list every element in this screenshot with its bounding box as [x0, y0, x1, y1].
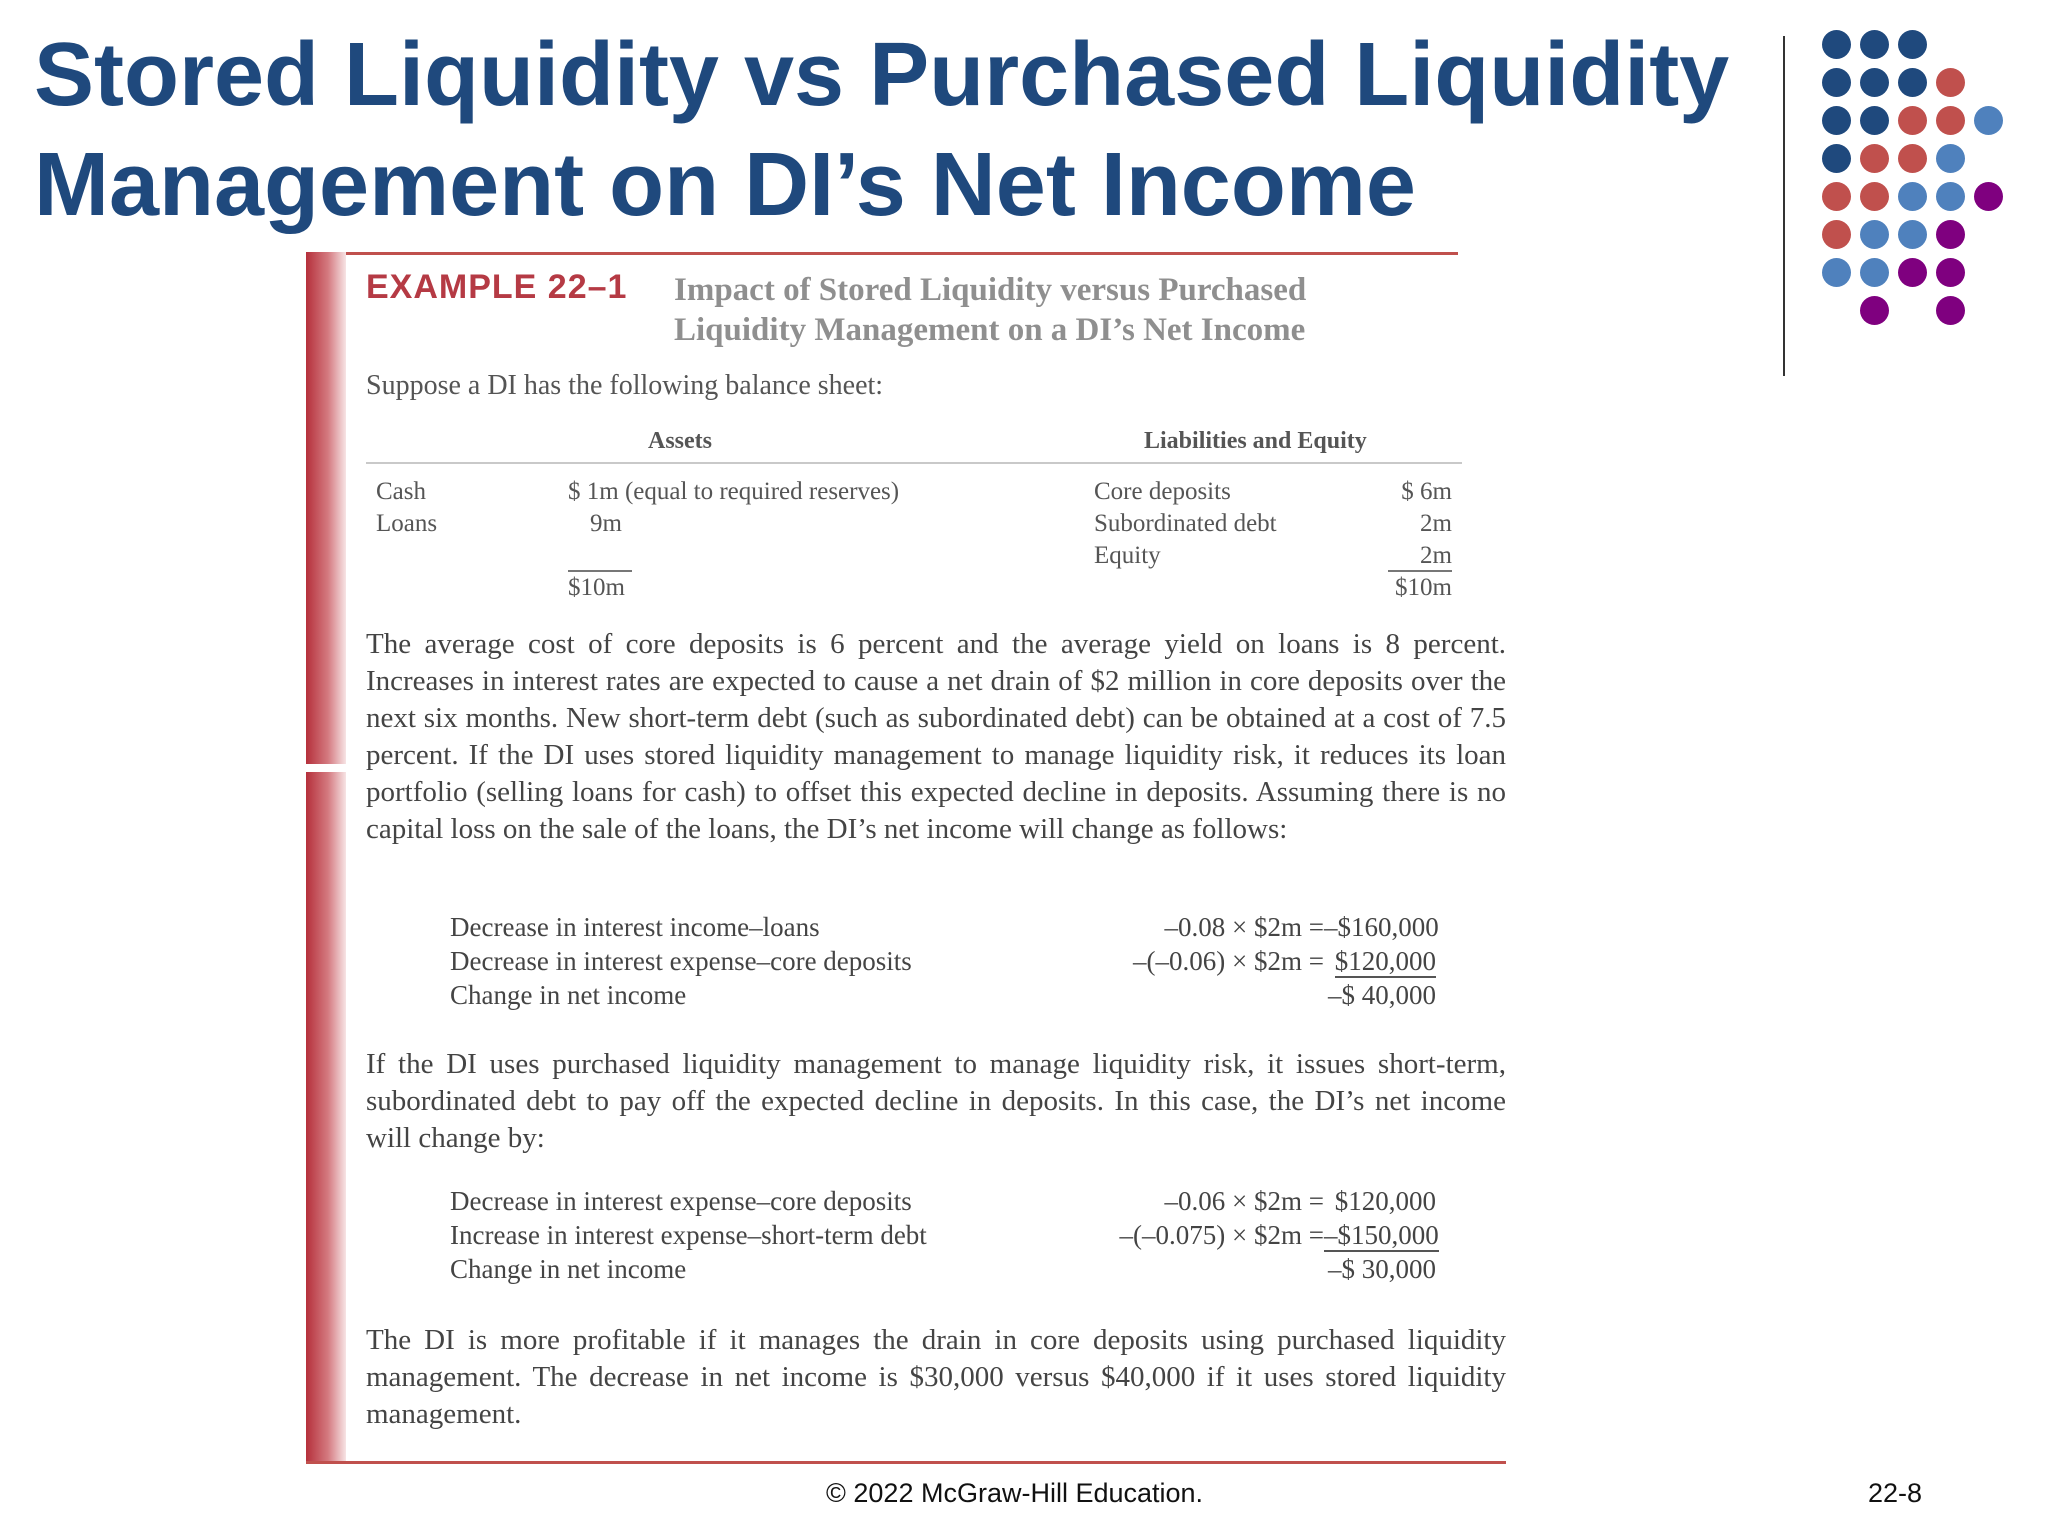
- dot: [1822, 182, 1851, 211]
- dot: [1860, 220, 1889, 249]
- assets-total-rule: [568, 570, 632, 572]
- core-deposits-label: Core deposits: [1094, 478, 1231, 505]
- calc2-row1-label: Decrease in interest expense–core deposits: [450, 1186, 912, 1216]
- calc1-row2-value: [1324, 946, 1436, 977]
- liabilities-total: $10m: [1395, 574, 1452, 601]
- liabilities-total-rule: [1388, 570, 1452, 572]
- dot: [1898, 106, 1927, 135]
- paragraph-stored-liquidity: The average cost of core deposits is 6 percent and the average yield on loans is 8 percent. Increases in interest rates are expected to cause a net drain of $2 million in core deposits over the next six months. New short-term debt (such as subordinated debt) can be obtained at a cost of 7.5 percent. If the DI uses stored liquidity management to manage liquidity risk, it reduces its loan portfolio (selling loans for cash) to offset this expected decline in deposits. Assuming there is no capital loss on the sale of the loans, the DI’s net income will change as follows:: [366, 628, 1506, 845]
- paragraph-purchased-liquidity: If the DI uses purchased liquidity management to manage liquidity risk, it issues short-term, subordinated debt to pay off the expected decline in deposits. In this case, the DI’s net income will change by:: [366, 1048, 1506, 1154]
- dot: [1822, 30, 1851, 59]
- dot: [1974, 182, 2003, 211]
- dot: [1822, 258, 1851, 287]
- calc2-row1-value: $120,000: [1334, 1186, 1436, 1216]
- example-top-rule: [306, 252, 1458, 255]
- assets-header: Assets: [648, 428, 712, 454]
- example-bottom-rule: [306, 1461, 1506, 1464]
- balance-sheet-rule: [366, 462, 1462, 464]
- dot: [1936, 68, 1965, 97]
- example-title-line2: Liquidity Management on a DI’s Net Income: [674, 312, 1306, 348]
- dot: [1898, 68, 1927, 97]
- calc1-row2-label: Decrease in interest expense–core deposits: [450, 946, 912, 976]
- title-divider: [1783, 36, 1785, 376]
- dot: [1898, 144, 1927, 173]
- subordinated-debt-value: 2m: [1420, 510, 1452, 537]
- dot: [1822, 144, 1851, 173]
- calc2-row3-label: Change in net income: [450, 1254, 687, 1284]
- dot: [1936, 106, 1965, 135]
- calc2-row2-label: Increase in interest expense–short-term debt: [450, 1220, 927, 1250]
- equity-value: 2m: [1420, 542, 1452, 569]
- dot: [1860, 30, 1889, 59]
- dot: [1898, 258, 1927, 287]
- dot: [1898, 220, 1927, 249]
- dot: [1822, 220, 1851, 249]
- liabilities-header: Liabilities and Equity: [1144, 428, 1367, 454]
- dot: [1822, 68, 1851, 97]
- paragraph-conclusion: The DI is more profitable if it manages the drain in core deposits using purchased liquidity management. The decrease in net income is $30,000 versus $40,000 if it uses stored liquidity management.: [366, 1324, 1506, 1430]
- dot: [1898, 182, 1927, 211]
- example-side-bar: [306, 252, 346, 764]
- assets-total: $10m: [568, 574, 625, 601]
- cash-value: $ 1m (equal to required reserves): [568, 478, 900, 505]
- dot: [1936, 220, 1965, 249]
- cash-label: Cash: [376, 478, 426, 505]
- calc2-row1-formula: –0.06 × $2m =: [1164, 1186, 1324, 1216]
- calc1-row2-value-text: $120,000: [1334, 946, 1436, 976]
- slide-title-line1: Stored Liquidity vs Purchased Liquidity: [34, 25, 1730, 125]
- example-intro: Suppose a DI has the following balance sheet:: [366, 370, 884, 401]
- calc1-row1-formula: –0.08 × $2m =: [1164, 912, 1324, 942]
- subordinated-debt-label: Subordinated debt: [1094, 510, 1277, 537]
- dot: [1860, 258, 1889, 287]
- calc2-row2-value-text: –$150,000: [1324, 1220, 1439, 1250]
- calc1-row3-value: –$ 40,000: [1328, 980, 1436, 1010]
- dot: [1936, 258, 1965, 287]
- dot: [1860, 296, 1889, 325]
- example-title: [674, 270, 1434, 350]
- dot: [1974, 106, 2003, 135]
- dot: [1860, 68, 1889, 97]
- calc2-row2-value: [1324, 1220, 1439, 1251]
- slide-title: [34, 20, 1754, 240]
- dot: [1936, 296, 1965, 325]
- dot: [1860, 106, 1889, 135]
- dot: [1898, 30, 1927, 59]
- core-deposits-value: $ 6m: [1401, 478, 1452, 505]
- dot: [1860, 144, 1889, 173]
- equity-label: Equity: [1094, 542, 1161, 569]
- dot: [1822, 106, 1851, 135]
- dot: [1936, 182, 1965, 211]
- decorative-dot-grid: [1822, 30, 2022, 330]
- example-title-line1: Impact of Stored Liquidity versus Purchased: [674, 272, 1307, 308]
- example-side-bar: [306, 772, 346, 1462]
- calc1-row1-label: Decrease in interest income–loans: [450, 912, 820, 942]
- calc2-row2-formula: –(–0.075) × $2m =: [1119, 1220, 1324, 1250]
- page-number: 22-8: [1868, 1478, 1923, 1508]
- dot: [1936, 144, 1965, 173]
- loans-label: Loans: [376, 510, 438, 537]
- loans-value: 9m: [590, 510, 622, 537]
- calc2-row3-value: –$ 30,000: [1328, 1254, 1436, 1284]
- calc1-row3-label: Change in net income: [450, 980, 687, 1010]
- footer-copyright: © 2022 McGraw-Hill Education.: [826, 1478, 1204, 1508]
- example-label: EXAMPLE 22–1: [366, 268, 628, 306]
- calc1-row1-value: –$160,000: [1324, 912, 1439, 942]
- calc1-row2-formula: –(–0.06) × $2m =: [1133, 946, 1324, 976]
- example-box: [306, 250, 1506, 1468]
- dot: [1860, 182, 1889, 211]
- slide-title-line2: Management on DI’s Net Income: [34, 135, 1416, 235]
